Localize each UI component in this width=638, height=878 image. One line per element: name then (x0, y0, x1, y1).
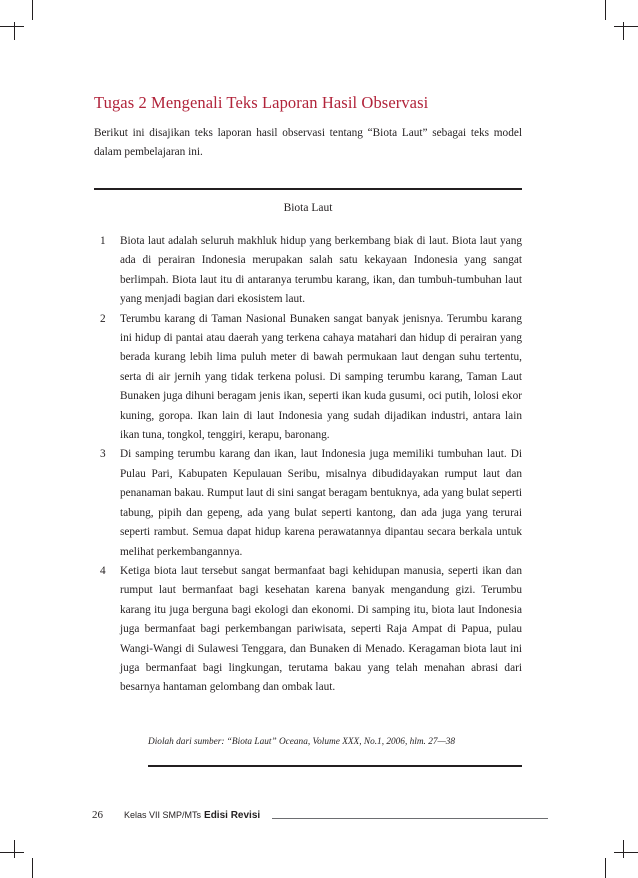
box-bottom-rule (148, 765, 522, 767)
paragraph-number: 1 (100, 235, 106, 247)
section-title: Tugas 2 Mengenali Teks Laporan Hasil Observasi (94, 93, 429, 112)
paragraph-text: Biota laut adalah seluruh makhluk hidup yang berkembang biak di laut. Biota laut yang ada di perairan Indonesia merupakan salah satu kekayaan Indonesia yang sangat berlimpah. Biota laut itu di antaranya terumbu karang, ikan, dan tumbuh-tumbuhan laut yang menjadi bagian dari ekosistem laut. (120, 235, 522, 306)
page-number: 26 (92, 809, 103, 821)
book-label (124, 810, 260, 821)
paragraph-list (94, 232, 522, 698)
text-title: Biota Laut (283, 202, 333, 214)
footer-rule (272, 818, 548, 819)
paragraph-text: Terumbu karang di Taman Nasional Bunaken sangat banyak jenisnya. Terumbu karang ini hidup di pantai atau daerah yang terkena cahaya matahari dan hidup di perairan yang berada kurang lebih lima puluh meter di bawah permukaan laut dengan suhu tertentu, serta di air jernih yang tidak terkena polusi. Di samping terumbu karang, Taman Laut Bunaken juga dihuni beragam jenis ikan, seperti ikan kuda gusumi, oci putih, lolosi ekor kuning, goropa. Ikan lain di laut Indonesia yang sudah dijadikan industri, antara lain ikan tuna, tongkol, tenggiri, kerapu, baronang. (120, 312, 522, 442)
box-top-rule (94, 188, 522, 190)
intro-paragraph: Berikut ini disajikan teks laporan hasil observasi tentang “Biota Laut” sebagai teks model dalam pembelajaran ini. (94, 127, 522, 158)
book-edition: Edisi Revisi (204, 810, 261, 821)
list-item (94, 232, 522, 310)
source-citation: Diolah dari sumber: “Biota Laut” Oceana, Volume XXX, No.1, 2006, hlm. 27—38 (148, 737, 456, 747)
paragraph-text: Ketiga biota laut tersebut sangat bermanfaat bagi kehidupan manusia, seperti ikan dan rumput laut bermanfaat bagi kesehatan karena banyak mengandung gizi. Terumbu karang itu juga berguna bagi ekologi dan ekonomi. Di samping itu, biota laut Indonesia juga bermanfaat bagi perkembangan pariwisata, seperti Raja Ampat di Papua, pulau Wangi-Wangi di Sulawesi Tenggara, dan Bunaken di Menado. Keragaman biota laut ini juga bermanfaat bagi lingkungan, terutama bakau yang telah menahan abrasi dari besarnya hantaman gelombang dan ombak laut. (120, 564, 522, 694)
list-item (94, 562, 522, 698)
paragraph-number: 2 (100, 312, 106, 325)
paragraph-text: Di samping terumbu karang dan ikan, laut Indonesia juga memiliki tumbuhan laut. Di Pulau Pari, Kabupaten Kepulauan Seribu, misalnya dibudidayakan rumput laut dan penanaman bakau. Rumput laut di sini sangat beragam bentuknya, ada yang bulat seperti tabung, pipih dan gepeng, ada yang bulat seperti kantong, dan ada juga yang terurai seperti rambut. Semua dapat hidup karena perawatannya dipantau secara berkala untuk melihat perkembangannya. (120, 448, 522, 558)
list-item (94, 445, 522, 561)
paragraph-number: 3 (100, 448, 106, 461)
book-class: Kelas VII SMP/MTs (124, 810, 202, 820)
paragraph-number: 4 (100, 564, 106, 577)
list-item (94, 310, 522, 446)
